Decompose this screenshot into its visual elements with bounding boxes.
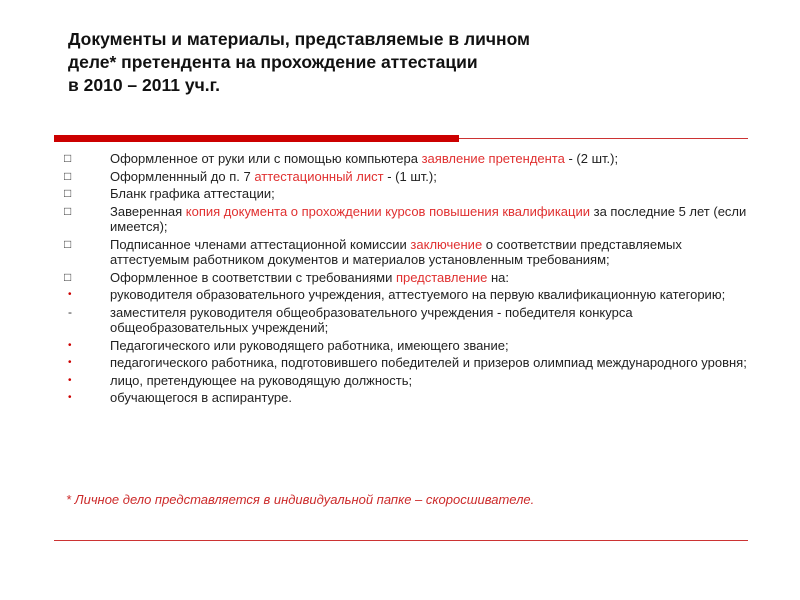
slide-title	[68, 28, 668, 97]
checkbox-square-icon: □	[64, 236, 72, 251]
sub-list-item	[60, 287, 750, 303]
checkbox-square-icon: □	[64, 168, 72, 183]
item-text-tail: за последние 5 лет (если имеется);	[110, 203, 747, 234]
item-text: Бланк графика аттестации;	[110, 186, 275, 201]
bottom-divider	[54, 540, 748, 541]
checkbox-square-icon: □	[64, 269, 72, 284]
list-item	[60, 270, 750, 286]
bullet-icon: •	[68, 357, 72, 368]
sub-item-text: обучающегося в аспирантуре.	[110, 390, 292, 405]
item-text: Заверенная	[110, 203, 186, 219]
list-item	[60, 237, 750, 268]
item-highlight: аттестационный лист	[254, 168, 384, 184]
sub-item-text: заместителя руководителя общеобразовательного учреждения - победителя конкурса общеобразовательных учреждений;	[110, 304, 633, 335]
item-text: Оформленное в соответствии с требованиями	[110, 269, 396, 285]
sub-list-item	[60, 305, 750, 336]
checkbox-square-icon: □	[64, 151, 72, 165]
list-item	[60, 204, 750, 235]
item-text-tail: о соответствии представляемых аттестуемым работником документов и материалов установленным требованиям;	[110, 236, 682, 267]
sub-list-item	[60, 390, 750, 406]
bullet-icon: •	[68, 289, 72, 300]
list-item	[60, 186, 750, 202]
documents-list	[60, 151, 750, 408]
sub-item-text: лицо, претендующее на руководящую должность;	[110, 372, 413, 388]
divider-thin-line	[459, 138, 748, 139]
item-text: Оформленнный до п. 7	[110, 168, 255, 184]
item-text-tail: - (2 шт.);	[564, 151, 619, 166]
item-text-tail: на:	[487, 269, 510, 285]
sub-item-text: Педагогического или руководящего работника, имеющего звание;	[110, 337, 509, 353]
title-line-2: деле* претендента на прохождение аттестации	[68, 52, 478, 72]
sub-list-item	[60, 373, 750, 389]
list-item	[60, 169, 750, 185]
divider-accent-bar	[54, 135, 459, 142]
title-line-3: в 2010 – 2011 уч.г.	[68, 75, 220, 95]
title-divider	[54, 135, 748, 142]
item-text: Подписанное членами аттестационной комиссии	[110, 236, 411, 252]
item-highlight: заявление претендента	[421, 151, 565, 166]
list-item	[60, 151, 750, 167]
title-line-1: Документы и материалы, представляемые в личном	[68, 29, 530, 49]
checkbox-square-icon: □	[64, 203, 72, 218]
sub-list-item	[60, 338, 750, 354]
item-highlight: копия документа о прохождении курсов повышения квалификации	[185, 203, 590, 219]
item-text-tail: - (1 шт.);	[383, 168, 437, 184]
item-text: Оформленное от руки или с помощью компьютера	[110, 151, 422, 166]
sub-item-text: педагогического работника, подготовившего победителей и призеров олимпиад международного уровня;	[110, 355, 747, 370]
dash-icon: -	[68, 304, 72, 319]
item-highlight: представление	[395, 269, 488, 285]
footnote: * Личное дело представляется в индивидуальной папке – скоросшивателе.	[66, 492, 535, 507]
sub-list-item	[60, 355, 750, 371]
item-highlight: заключение	[410, 236, 483, 252]
bullet-icon: •	[68, 339, 72, 351]
bullet-icon: •	[68, 374, 72, 386]
checkbox-square-icon: □	[64, 186, 72, 200]
sub-item-text: руководителя образовательного учреждения, аттестуемого на первую квалификационную категорию;	[110, 287, 726, 302]
bullet-icon: •	[68, 392, 72, 403]
